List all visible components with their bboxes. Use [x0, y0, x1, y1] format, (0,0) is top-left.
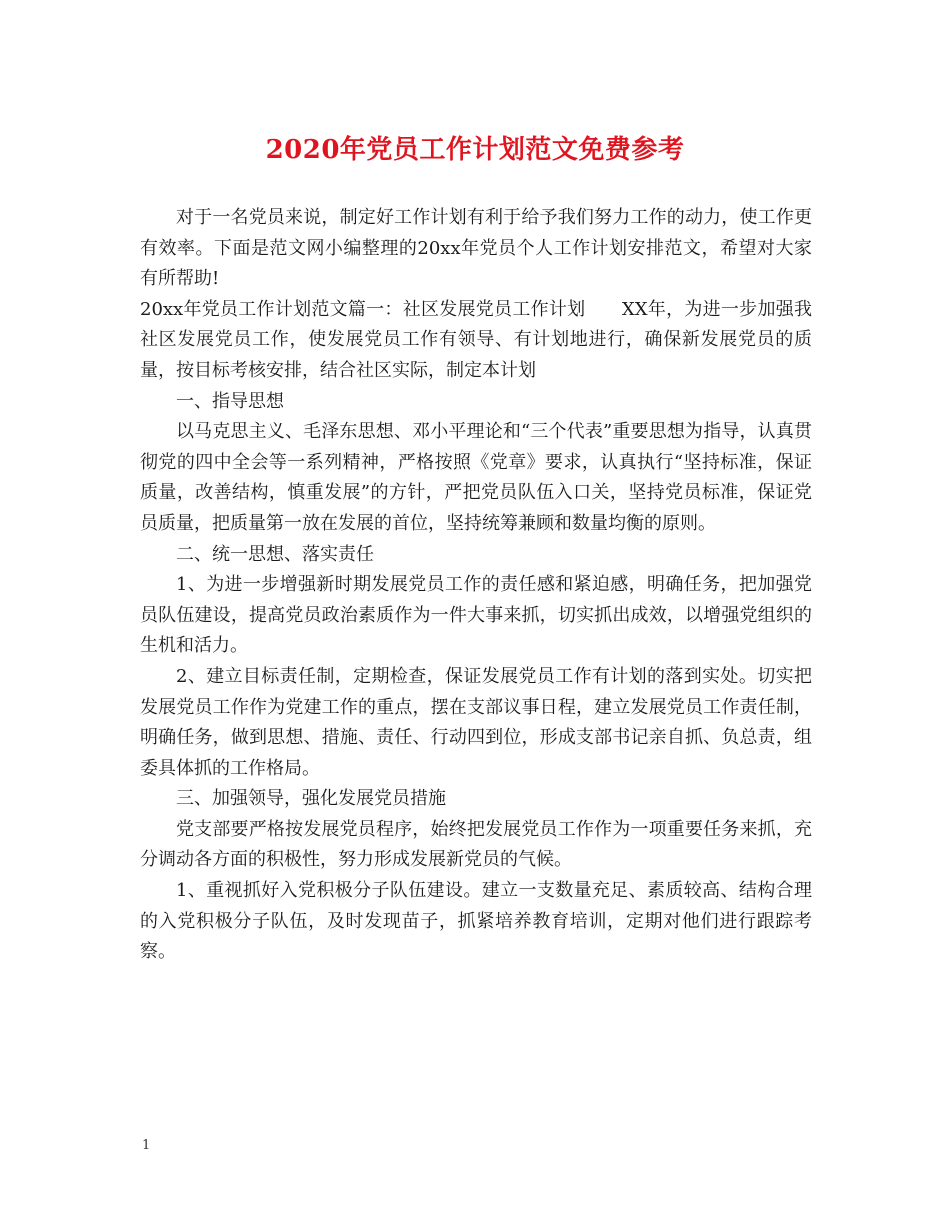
document-body: [140, 203, 812, 968]
paragraph-plan-heading: 20xx年党员工作计划范文篇一：社区发展党员工作计划 XX年，为进一步加强我社区发展党员工作，使发展党员工作有领导、有计划地进行，确保新发展党员的质量，按目标考核安排，结合社区实际，制定本计划: [140, 298, 812, 381]
paragraph-guiding-thought: 以马克思主义、毛泽东思想、邓小平理论和“三个代表”重要思想为指导，认真贯彻党的四中全会等一系列精神，严格按照《党章》要求，认真执行“坚持标准，保证质量，改善结构，慎重发展”的方针，严把党员队伍入口关，坚持党员标准，保证党员质量，把质量第一放在发展的首位，坚持统筹兼顾和数量均衡的原则。: [140, 421, 812, 534]
section-heading-unify-thinking: 二、统一思想、落实责任: [176, 543, 374, 565]
page-number: 1: [142, 1138, 151, 1153]
paragraph-activist-team: 1、重视抓好入党积极分子队伍建设。建立一支数量充足、素质较高、结构合理的入党积极分子队伍，及时发现苗子，抓紧培养教育培训，定期对他们进行跟踪考察。: [140, 880, 812, 963]
paragraph-item-1: 1、为进一步增强新时期发展党员工作的责任感和紧迫感，明确任务，把加强党员队伍建设，提高党员政治素质作为一件大事来抓，切实抓出成效，以增强党组织的生机和活力。: [140, 574, 812, 657]
paragraph-branch-requirements: 党支部要严格按发展党员程序，始终把发展党员工作作为一项重要任务来抓，充分调动各方面的积极性，努力形成发展新党员的气候。: [140, 818, 812, 871]
section-heading-strengthen-leadership: 三、加强领导，强化发展党员措施: [176, 788, 446, 810]
paragraph-item-2: 2、建立目标责任制，定期检查，保证发展党员工作有计划的落到实处。切实把发展党员工作作为党建工作的重点，摆在支部议事日程，建立发展党员工作责任制，明确任务，做到思想、措施、责任、行动四到位，形成支部书记亲自抓、负总责，组委具体抓的工作格局。: [140, 665, 812, 779]
section-heading-guiding-thought: 一、指导思想: [176, 390, 284, 412]
document-title: 2020年党员工作计划范文免费参考: [265, 135, 685, 165]
paragraph-intro: 对于一名党员来说，制定好工作计划有利于给予我们努力工作的动力，使工作更有效率。下面是范文网小编整理的20xx年党员个人工作计划安排范文，希望对大家有所帮助!: [140, 207, 812, 290]
